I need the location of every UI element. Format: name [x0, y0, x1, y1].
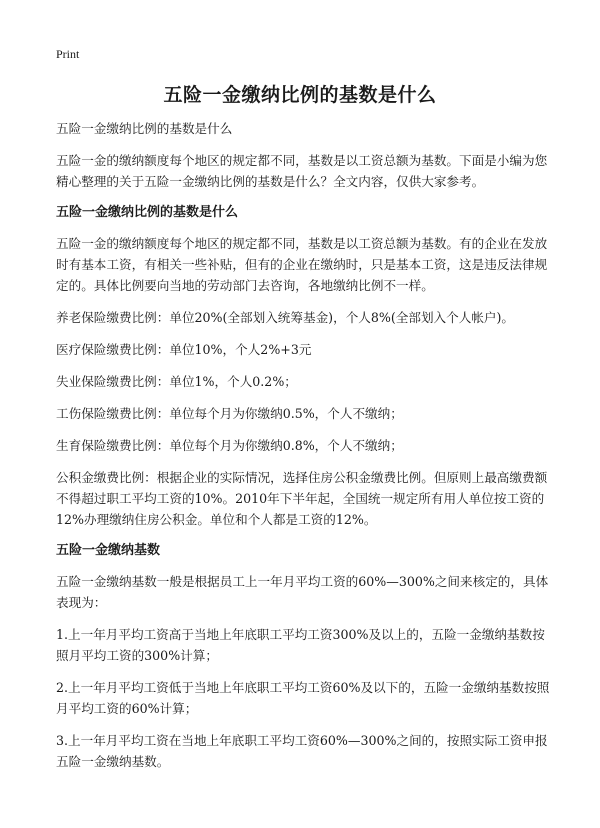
- print-link[interactable]: Print: [56, 47, 80, 61]
- section-heading-ratio: 五险一金缴纳比例的基数是什么: [56, 205, 239, 220]
- ratio-item-housing-fund: 公积金缴费比例：根据企业的实际情况，选择住房公积金缴费比例。但原则上最高缴费额不得超过职工平均工资的10%。2010年下半年起，全国统一规定所有用人单位按工资的12%办理缴纳住房公积金。单位和个人都是工资的12%。: [56, 470, 548, 527]
- article-body: [56, 118, 550, 783]
- page-title: 五险一金缴纳比例的基数是什么: [163, 84, 437, 106]
- intro-paragraph: 五险一金的缴纳额度每个地区的规定都不同，基数是以工资总额为基数。下面是小编为您精心整理的关于五险一金缴纳比例的基数是什么？全文内容，仅供大家参考。: [56, 153, 548, 189]
- base-item-2: 2.上一年月平均工资低于当地上年底职工平均工资60%及以下的，五险一金缴纳基数按照月平均工资的60%计算；: [56, 680, 550, 716]
- ratio-item-injury: 工伤保险缴费比例：单位每个月为你缴纳0.5%，个人不缴纳；: [56, 406, 403, 421]
- article-subtitle: 五险一金缴纳比例的基数是什么: [56, 121, 233, 136]
- section-paragraph-base: 五险一金缴纳基数一般是根据员工上一年月平均工资的60%—300%之间来核定的，具体表现为：: [56, 574, 549, 610]
- ratio-item-medical: 医疗保险缴费比例：单位10%，个人2%+3元: [56, 342, 312, 357]
- ratio-item-maternity: 生育保险缴费比例：单位每个月为你缴纳0.8%，个人不缴纳；: [56, 438, 403, 453]
- base-item-1: 1.上一年月平均工资高于当地上年底职工平均工资300%及以上的，五险一金缴纳基数按照月平均工资的300%计算；: [56, 627, 545, 663]
- ratio-item-pension: 养老保险缴费比例：单位20%(全部划入统筹基金)，个人8%(全部划入个人帐户)。: [56, 310, 515, 325]
- ratio-item-unemployment: 失业保险缴费比例：单位1%，个人0.2%；: [56, 374, 297, 389]
- base-item-3: 3.上一年月平均工资在当地上年底职工平均工资60%—300%之间的，按照实际工资申报五险一金缴纳基数。: [56, 733, 548, 769]
- section-heading-base: 五险一金缴纳基数: [56, 543, 161, 558]
- section-paragraph-ratio: 五险一金的缴纳额度每个地区的规定都不同，基数是以工资总额为基数。有的企业在发放时有基本工资，有相关一些补贴，但有的企业在缴纳时，只是基本工资，这是违反法律规定的。具体比例要向当地的劳动部门去咨询，各地缴纳比例不一样。: [56, 236, 548, 293]
